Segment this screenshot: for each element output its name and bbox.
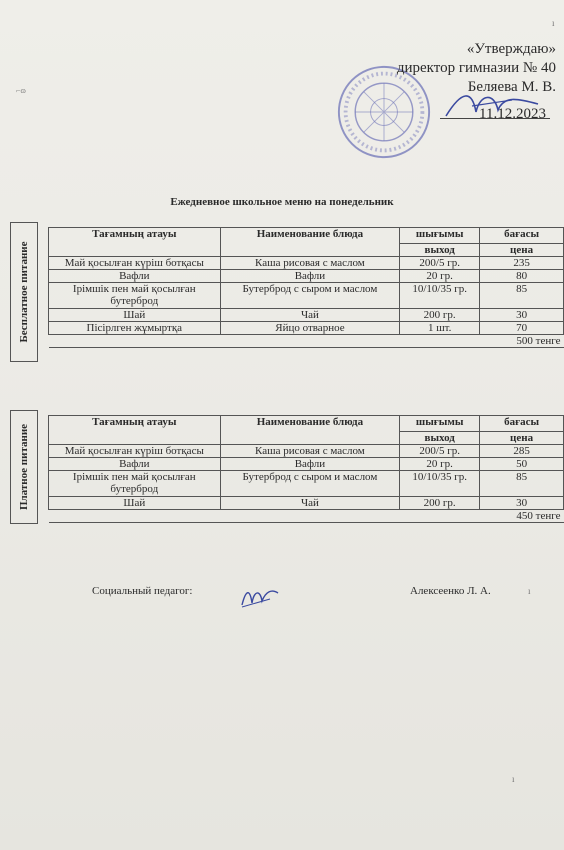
col-kz-name: Тағамның атауы — [49, 228, 221, 257]
paid-menu-total: 450 тенге — [49, 510, 564, 523]
paid-menu-block — [10, 410, 561, 524]
free-menu-side-label: Бесплатное питание — [10, 222, 38, 362]
pedagogue-signature — [240, 585, 280, 609]
table-row: Шай Чай 200 гр. 30 — [49, 497, 564, 510]
col-kz-name: Тағамның атауы — [49, 416, 221, 445]
free-menu-block — [10, 222, 561, 362]
col-price-ru: цена — [480, 432, 564, 445]
table-row: Пісірлген жұмыртқа Яйцо отварное 1 шт. 70 — [49, 322, 564, 335]
page-title: Ежедневное школьное меню на понедельник — [170, 196, 394, 208]
col-yield-ru: выход — [400, 244, 480, 257]
col-ru-name: Наименование блюда — [220, 416, 400, 445]
approval-position: директор гимназии № 40 — [396, 60, 556, 76]
approval-title: «Утверждаю» — [466, 41, 556, 57]
col-ru-name: Наименование блюда — [220, 228, 400, 257]
col-price-kz: бағасы — [480, 416, 564, 432]
scan-mark: ⌐ɷ — [16, 86, 26, 95]
scan-tick: ı — [552, 18, 555, 28]
scan-tick: ı — [512, 774, 515, 784]
col-price-kz: бағасы — [480, 228, 564, 244]
pedagogue-name: Алексеенко Л. А. — [410, 585, 491, 597]
total-row — [49, 335, 564, 348]
approval-date: 11.12.2023 — [479, 106, 546, 122]
total-row — [49, 510, 564, 523]
col-yield-kz: шығымы — [400, 228, 480, 244]
paid-menu-table — [48, 415, 564, 523]
col-yield-kz: шығымы — [400, 416, 480, 432]
table-row: Вафли Вафли 20 гр. 50 — [49, 458, 564, 471]
table-row: Май қосылған күріш ботқасы Каша рисовая с маслом 200/5 гр. 285 — [49, 445, 564, 458]
table-row: Шай Чай 200 гр. 30 — [49, 309, 564, 322]
paid-menu-side-label: Платное питание — [10, 410, 38, 524]
col-yield-ru: выход — [400, 432, 480, 445]
table-row: Ірімшік пен май қосылған бутерброд Бутерброд с сыром и маслом 10/10/35 гр. 85 — [49, 471, 564, 497]
pedagogue-label: Социальный педагог: — [92, 585, 193, 597]
col-price-ru: цена — [480, 244, 564, 257]
free-menu-table — [48, 227, 564, 348]
table-row: Май қосылған күріш ботқасы Каша рисовая с маслом 200/5 гр. 235 — [49, 257, 564, 270]
table-row: Вафли Вафли 20 гр. 80 — [49, 270, 564, 283]
approval-name: Беляева М. В. — [467, 79, 556, 95]
director-signature — [442, 86, 542, 122]
table-row: Ірімшік пен май қосылған бутерброд Бутерброд с сыром и маслом 10/10/35 гр. 85 — [49, 283, 564, 309]
free-menu-total: 500 тенге — [49, 335, 564, 348]
scan-tick: ı — [528, 586, 531, 596]
